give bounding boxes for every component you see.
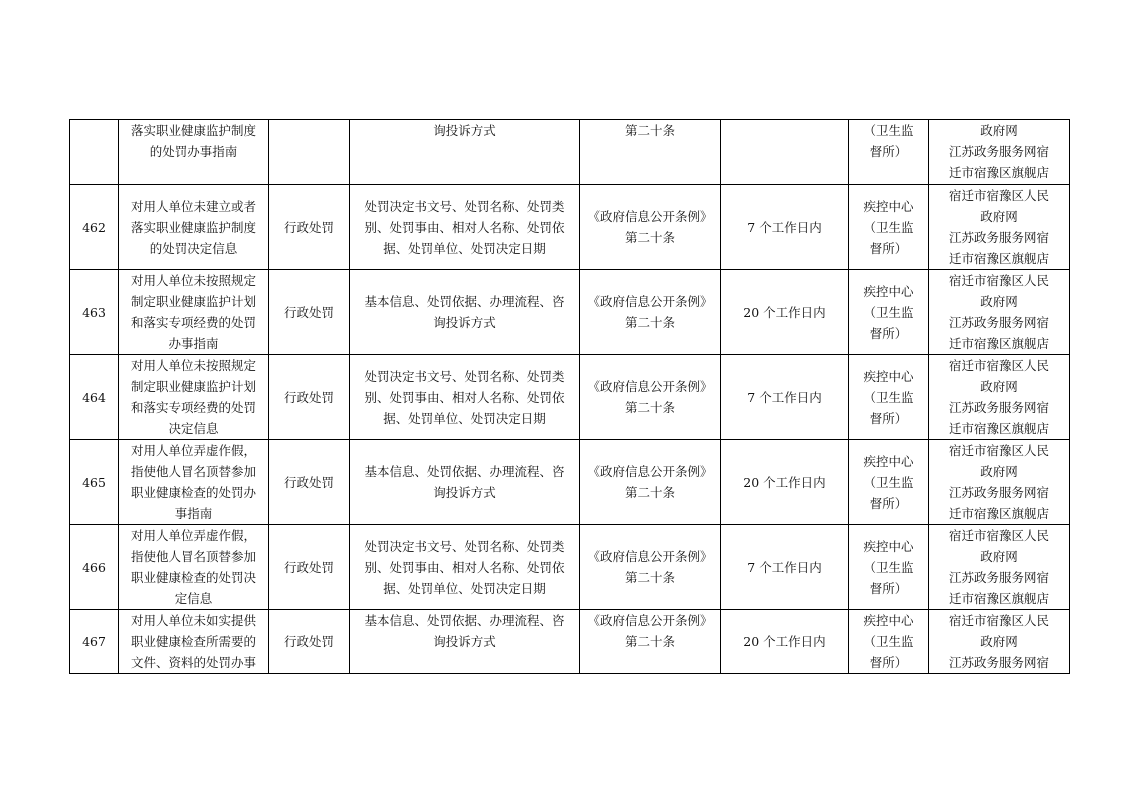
cell-content: [350, 610, 580, 674]
matter-line: 制定职业健康监护计划: [130, 294, 256, 309]
cell-category: [269, 525, 350, 610]
row-number: 466: [82, 559, 106, 575]
org-line: （卫生监: [863, 389, 914, 405]
channel-line: 政府网: [980, 464, 1018, 479]
cell-time: [721, 610, 849, 674]
matter-line: 办事指南: [168, 336, 219, 351]
basis-line: 《政府信息公开条例》: [587, 549, 713, 564]
matter-line: 职业健康检查的处罚办: [130, 485, 256, 500]
matter-line: 职业健康检查的处罚决: [130, 570, 256, 585]
matter-line: 落实职业健康监护制度: [130, 123, 256, 138]
cell-basis: [580, 610, 721, 674]
cell-category: [269, 610, 350, 674]
basis-line: 第二十条: [624, 485, 675, 500]
cell-basis: [580, 120, 721, 185]
cell-channel: [929, 440, 1070, 525]
channel-line: 政府网: [980, 549, 1018, 564]
cell-matter: [119, 120, 269, 185]
channel-line: 政府网: [980, 123, 1018, 138]
category-text: 行政处罚: [283, 304, 334, 320]
cell-org: [849, 120, 929, 185]
basis-line: 第二十条: [624, 123, 675, 138]
org-line: 督所）: [869, 144, 908, 159]
basis-line: 《政府信息公开条例》: [587, 464, 713, 479]
content-line: 基本信息、处罚依据、办理流程、咨: [364, 464, 565, 479]
cell-content: [350, 440, 580, 525]
cell-channel: [929, 120, 1070, 185]
cell-time: [721, 270, 849, 355]
cell-content: [350, 355, 580, 440]
basis-line: 《政府信息公开条例》: [587, 613, 713, 628]
org-line: 督所）: [869, 580, 908, 596]
org-line: （卫生监: [863, 123, 914, 138]
cell-no: [70, 270, 119, 355]
matter-line: 指使他人冒名顶替参加: [130, 549, 256, 564]
channel-line: 迁市宿豫区旗舰店: [948, 336, 1049, 351]
basis-line: 《政府信息公开条例》: [587, 379, 713, 394]
cell-org: [849, 610, 929, 674]
content-line: 别、处罚事由、相对人名称、处罚依: [364, 219, 565, 235]
channel-line: 宿迁市宿豫区人民: [948, 528, 1049, 543]
channel-line: 迁市宿豫区旗舰店: [948, 591, 1049, 606]
channel-line: 江苏政务服务网宿: [948, 315, 1049, 330]
org-line: 疾控中心: [863, 453, 914, 469]
table-row: [70, 440, 1070, 525]
cell-no: [70, 355, 119, 440]
content-line: 基本信息、处罚依据、办理流程、咨: [364, 613, 565, 628]
table-row: [70, 525, 1070, 610]
cell-no: [70, 185, 119, 270]
channel-line: 政府网: [980, 209, 1018, 224]
matter-line: 指使他人冒名顶替参加: [130, 464, 256, 479]
matter-line: 事指南: [174, 506, 213, 521]
time-limit-text: 20 个工作日内: [743, 634, 826, 649]
org-line: 督所）: [869, 655, 908, 670]
channel-line: 江苏政务服务网宿: [948, 144, 1049, 159]
matter-line: 的处罚决定信息: [149, 240, 238, 256]
time-limit-text: 20 个工作日内: [743, 304, 826, 320]
cell-time: [721, 120, 849, 185]
category-text: 行政处罚: [283, 474, 334, 490]
cell-org: [849, 440, 929, 525]
cell-time: [721, 185, 849, 270]
row-number: 464: [82, 389, 106, 405]
cell-org: [849, 185, 929, 270]
org-line: （卫生监: [863, 304, 914, 320]
cell-time: [721, 440, 849, 525]
matter-line: 落实职业健康监护制度: [130, 219, 256, 235]
cell-category: [269, 120, 350, 185]
cell-content: [350, 525, 580, 610]
cell-category: [269, 440, 350, 525]
cell-channel: [929, 185, 1070, 270]
table-row: [70, 610, 1070, 674]
content-line: 询投诉方式: [433, 634, 496, 649]
org-line: 督所）: [869, 495, 908, 511]
matter-line: 职业健康检查所需要的: [130, 634, 256, 649]
category-text: 行政处罚: [283, 219, 334, 235]
matter-line: 对用人单位未如实提供: [130, 613, 256, 628]
cell-matter: [119, 185, 269, 270]
basis-line: 第二十条: [624, 230, 675, 245]
channel-line: 江苏政务服务网宿: [948, 400, 1049, 415]
content-line: 处罚决定书文号、处罚名称、处罚类: [364, 368, 565, 384]
channel-line: 迁市宿豫区旗舰店: [948, 165, 1049, 180]
table-row: [70, 185, 1070, 270]
cell-org: [849, 355, 929, 440]
org-line: 疾控中心: [863, 198, 914, 214]
row-number: 467: [82, 634, 106, 649]
matter-line: 和落实专项经费的处罚: [130, 400, 256, 415]
channel-line: 政府网: [980, 294, 1018, 309]
basis-line: 第二十条: [624, 634, 675, 649]
matter-line: 和落实专项经费的处罚: [130, 315, 256, 330]
row-number: 463: [82, 304, 106, 320]
channel-line: 迁市宿豫区旗舰店: [948, 251, 1049, 266]
matter-line: 对用人单位未按照规定: [130, 273, 256, 288]
content-line: 据、处罚单位、处罚决定日期: [383, 240, 546, 256]
content-line: 据、处罚单位、处罚决定日期: [383, 410, 546, 426]
channel-line: 政府网: [980, 379, 1018, 394]
channel-line: 政府网: [980, 634, 1018, 649]
cell-basis: [580, 355, 721, 440]
basis-line: 第二十条: [624, 570, 675, 585]
content-line: 基本信息、处罚依据、办理流程、咨: [364, 294, 565, 309]
row-number: 462: [82, 219, 106, 235]
org-line: 疾控中心: [863, 613, 914, 628]
time-limit-text: 7 个工作日内: [747, 219, 822, 235]
basis-line: 《政府信息公开条例》: [587, 209, 713, 224]
cell-org: [849, 525, 929, 610]
cell-time: [721, 355, 849, 440]
channel-line: 宿迁市宿豫区人民: [948, 273, 1049, 288]
category-text: 行政处罚: [283, 389, 334, 405]
cell-matter: [119, 270, 269, 355]
org-line: 督所）: [869, 325, 908, 341]
basis-line: 第二十条: [624, 315, 675, 330]
channel-line: 江苏政务服务网宿: [948, 655, 1049, 670]
table-row: [70, 270, 1070, 355]
matter-line: 制定职业健康监护计划: [130, 379, 256, 394]
basis-line: 《政府信息公开条例》: [587, 294, 713, 309]
channel-line: 宿迁市宿豫区人民: [948, 613, 1049, 628]
cell-basis: [580, 270, 721, 355]
cell-channel: [929, 610, 1070, 674]
cell-org: [849, 270, 929, 355]
content-line: 询投诉方式: [433, 485, 496, 500]
matter-line: 的处罚办事指南: [149, 144, 238, 159]
channel-line: 迁市宿豫区旗舰店: [948, 506, 1049, 521]
content-line: 别、处罚事由、相对人名称、处罚依: [364, 559, 565, 575]
channel-line: 江苏政务服务网宿: [948, 570, 1049, 585]
basis-line: 第二十条: [624, 400, 675, 415]
org-line: （卫生监: [863, 559, 914, 575]
matter-line: 对用人单位未按照规定: [130, 358, 256, 373]
matter-line: 对用人单位弄虚作假，: [130, 528, 256, 543]
content-line: 据、处罚单位、处罚决定日期: [383, 580, 546, 596]
cell-matter: [119, 610, 269, 674]
cell-channel: [929, 525, 1070, 610]
cell-channel: [929, 355, 1070, 440]
cell-matter: [119, 525, 269, 610]
channel-line: 宿迁市宿豫区人民: [948, 188, 1049, 203]
row-number: 465: [82, 474, 106, 490]
matter-line: 文件、资料的处罚办事: [130, 655, 256, 670]
cell-category: [269, 355, 350, 440]
cell-no: [70, 610, 119, 674]
content-line: 处罚决定书文号、处罚名称、处罚类: [364, 538, 565, 554]
content-line: 询投诉方式: [433, 315, 496, 330]
org-line: 疾控中心: [863, 538, 914, 554]
content-line: 处罚决定书文号、处罚名称、处罚类: [364, 198, 565, 214]
table-row: [70, 355, 1070, 440]
cell-no: [70, 440, 119, 525]
org-line: （卫生监: [863, 219, 914, 235]
cell-content: [350, 185, 580, 270]
org-line: （卫生监: [863, 634, 914, 649]
cell-time: [721, 525, 849, 610]
cell-basis: [580, 440, 721, 525]
matter-line: 对用人单位弄虚作假，: [130, 443, 256, 458]
cell-matter: [119, 440, 269, 525]
cell-content: [350, 120, 580, 185]
org-line: 疾控中心: [863, 368, 914, 384]
content-line: 询投诉方式: [433, 123, 496, 138]
channel-line: 迁市宿豫区旗舰店: [948, 421, 1049, 436]
category-text: 行政处罚: [283, 559, 334, 575]
cell-channel: [929, 270, 1070, 355]
disclosure-table: [69, 119, 1070, 674]
matter-line: 决定信息: [168, 421, 219, 436]
matter-line: 定信息: [174, 591, 213, 606]
cell-basis: [580, 185, 721, 270]
org-line: 督所）: [869, 240, 908, 256]
matter-line: 对用人单位未建立或者: [130, 198, 256, 214]
channel-line: 宿迁市宿豫区人民: [948, 443, 1049, 458]
channel-line: 江苏政务服务网宿: [948, 230, 1049, 245]
time-limit-text: 20 个工作日内: [743, 474, 826, 490]
org-line: 疾控中心: [863, 283, 914, 299]
cell-matter: [119, 355, 269, 440]
cell-category: [269, 185, 350, 270]
cell-content: [350, 270, 580, 355]
time-limit-text: 7 个工作日内: [747, 559, 822, 575]
cell-no: [70, 120, 119, 185]
org-line: （卫生监: [863, 474, 914, 490]
continued-row-fragment: [70, 120, 1070, 185]
channel-line: 江苏政务服务网宿: [948, 485, 1049, 500]
channel-line: 宿迁市宿豫区人民: [948, 358, 1049, 373]
cell-no: [70, 525, 119, 610]
content-line: 别、处罚事由、相对人名称、处罚依: [364, 389, 565, 405]
cell-basis: [580, 525, 721, 610]
category-text: 行政处罚: [283, 634, 334, 649]
cell-category: [269, 270, 350, 355]
org-line: 督所）: [869, 410, 908, 426]
time-limit-text: 7 个工作日内: [747, 389, 822, 405]
